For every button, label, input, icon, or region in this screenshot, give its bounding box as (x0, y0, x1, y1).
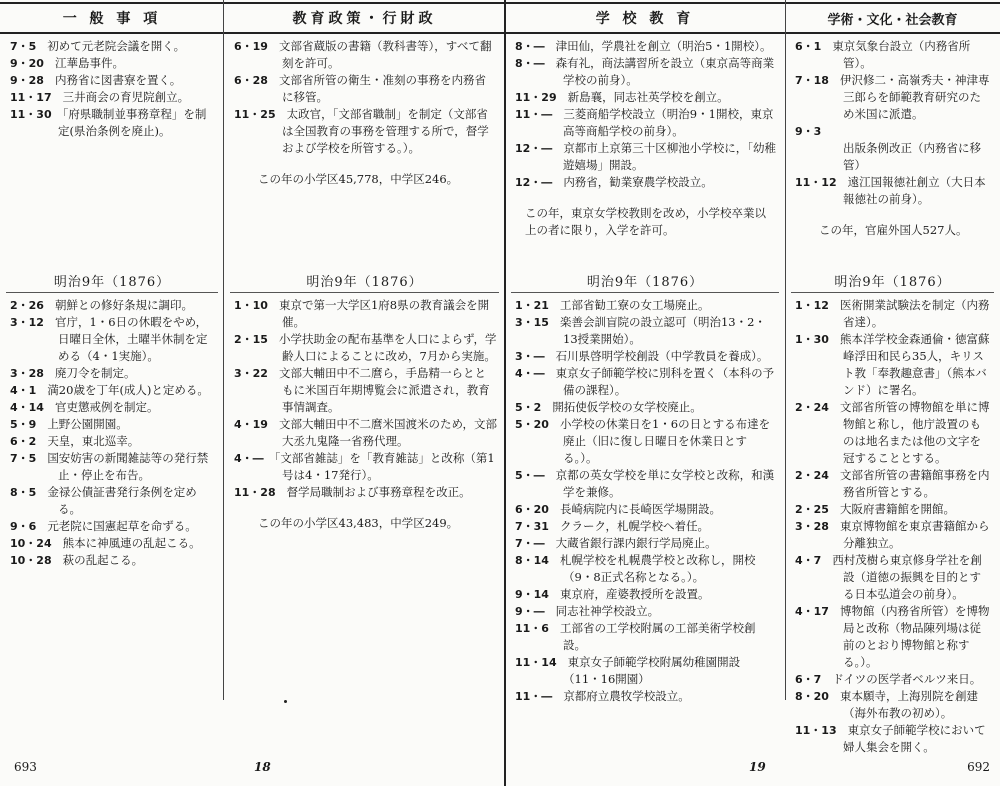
timeline-entry (515, 416, 777, 467)
entry-date: 5・20 (515, 418, 560, 431)
timeline-entry (515, 348, 777, 365)
entry-date: 11・― (515, 690, 564, 703)
entry-date: 3・28 (10, 367, 55, 380)
entry-date: 11・13 (795, 724, 848, 737)
timeline-entry (10, 535, 216, 552)
entry-text: 官庁，1・6日の休暇をやめ，日曜日全休，土曜半休制を定める（4・1実施）。 (54, 315, 208, 363)
entry-text: 熊本洋学校金森通倫・徳富蘇峰浮田和民ら35人，キリスト教「奉教趣意書」（熊本バンド）に署名。 (839, 332, 990, 397)
entry-date: 5・9 (10, 418, 48, 431)
entry-date: 1・10 (234, 299, 279, 312)
timeline-entry (10, 55, 216, 72)
entry-date: 3・28 (795, 520, 840, 533)
entry-text: 石川県啓明学校創設（中学教員を養成）。 (555, 349, 769, 363)
entry-date: 10・24 (10, 537, 63, 550)
timeline-entry (795, 552, 992, 603)
timeline-entry (10, 399, 216, 416)
entry-date: 8・20 (795, 690, 840, 703)
entry-date: 2・15 (234, 333, 279, 346)
entry-text: 熊本に神風連の乱起こる。 (62, 536, 201, 550)
timeline-entry (234, 365, 497, 416)
timeline-entry (515, 603, 777, 620)
entry-text: 三井商会の育児院創立。 (62, 90, 190, 104)
entry-date: 3・22 (234, 367, 279, 380)
entry-text: 東京府，産婆教授所を設置。 (559, 587, 710, 601)
column-school-education (505, 0, 785, 786)
entry-text: 官吏懲戒例を制定。 (54, 400, 159, 414)
entry-text: 文部省所管の衛生・准刻の事務を内務省に移管。 (278, 73, 486, 104)
timeline-entry (795, 501, 992, 518)
timeline-entry (515, 174, 777, 191)
timeline-entry (515, 55, 777, 89)
entry-date: 3・― (515, 350, 556, 363)
entry-text: 工部省勧工寮の女工場廃止。 (559, 298, 710, 312)
timeline-entry (234, 450, 497, 484)
timeline-entry (795, 38, 992, 72)
timeline-entry (10, 297, 216, 314)
timeline-entry (795, 688, 992, 722)
entry-text: 東京女子師範学校に別科を置く（本科の予備の課程）。 (555, 366, 775, 397)
annual-note: この年，官雇外国人527人。 (819, 223, 968, 237)
entry-text: 小学扶助金の配布基準を人口によらず，学齢人口によることに改め，7月から実施。 (278, 332, 497, 363)
timeline-entry (795, 518, 992, 552)
entry-text: 文部省所管の書籍館事務を内務省所管とする。 (839, 468, 990, 499)
entry-date: 4・17 (795, 605, 840, 618)
year-heading: 明治9年（1876） (834, 275, 951, 290)
entry-date: 11・30 (10, 108, 63, 121)
entry-text: 廃刀令を制定。 (54, 366, 136, 380)
entry-text: 西村茂樹ら東京修身学社を創設（道徳の振興を目的とする日本弘道会の前身）。 (832, 553, 982, 601)
page-number: 693 (14, 760, 37, 774)
entry-text: 大蔵省銀行課内銀行学局廃止。 (555, 536, 717, 550)
annual-note: この年の小学区43,483，中学区249。 (258, 516, 459, 530)
entry-date: 9・14 (515, 588, 560, 601)
entry-date: 12・― (515, 176, 564, 189)
gutter-divider (504, 0, 506, 786)
entry-text: 東京博物館を東京書籍館から分離独立。 (839, 519, 990, 550)
entry-text: 楽善会訓盲院の設立認可（明治13・2・13授業開始）。 (559, 315, 766, 346)
entry-date: 9・― (515, 605, 556, 618)
entry-text: 督学局職制および事務章程を改正。 (286, 485, 471, 499)
column-general (0, 0, 224, 786)
timeline-entry (515, 620, 777, 654)
entry-text: 長崎病院内に長崎医学場開設。 (559, 502, 721, 516)
entry-date: 11・6 (515, 622, 560, 635)
entry-text: 東本願寺，上海別院を創建（海外布教の初め）。 (839, 689, 978, 720)
entry-date: 6・20 (515, 503, 560, 516)
entry-date: 11・25 (234, 108, 287, 121)
entries-1876 (234, 297, 497, 532)
timeline-entry (515, 535, 777, 552)
entry-text: 京都府立農牧学校設立。 (563, 689, 690, 703)
timeline-entry (515, 688, 777, 705)
entry-text: 森有礼，商法講習所を設立（東京高等商業学校の前身）。 (555, 56, 775, 87)
dot-mark (284, 700, 287, 703)
annual-note: この年，東京女学校教則を改め，小学校卒業以上の者に限り，入学を許可。 (525, 206, 767, 237)
timeline-entry (515, 106, 777, 140)
entry-text: 「文部省雑誌」を「教育雑誌」と改称（第1号は4・17発行）。 (274, 451, 495, 482)
entry-text: 「府県職制並事務章程」を制定(県治条例を廃止)。 (58, 107, 207, 138)
entry-text: 東京気象台設立（内務省所管）。 (832, 39, 971, 70)
entry-text: 元老院に国憲起草を命ずる。 (47, 519, 197, 533)
column-divider (785, 0, 786, 700)
entry-date: 4・14 (10, 401, 55, 414)
timeline-entry (795, 399, 992, 467)
entry-date: 7・5 (10, 452, 48, 465)
timeline-entry (10, 106, 216, 140)
entry-date: 4・19 (234, 418, 279, 431)
entry-text: 文部大輔田中不二麿米国渡米のため，文部大丞九鬼隆一省務代理。 (278, 417, 498, 448)
entry-text: 札幌学校を札幌農学校と改称し，開校（9・8正式名称となる。）。 (559, 553, 756, 584)
entry-text: 文部省所管の博物館を単に博物館と称し，他庁設置のものは地名または他の文字を冠することとする。 (839, 400, 990, 465)
entry-text: 大阪府書籍館を開館。 (839, 502, 955, 516)
entry-date: 1・21 (515, 299, 560, 312)
entry-text: ドイツの医学者ベルツ来日。 (832, 672, 982, 686)
column-header: 学 校 教 育 (505, 2, 785, 34)
timeline-entry (10, 382, 216, 399)
timeline-entry (234, 297, 497, 331)
entry-text: 新島襄，同志社英学校を創立。 (567, 90, 729, 104)
column-header: 教育政策・行財政 (224, 2, 505, 34)
timeline-entry (515, 467, 777, 501)
timeline-entry (234, 416, 497, 450)
entry-text: 内務省に図書寮を置く。 (54, 73, 182, 87)
entry-date: 5・― (515, 469, 556, 482)
timeline-entry (234, 484, 497, 501)
entry-date: 3・12 (10, 316, 55, 329)
entry-date: 9・20 (10, 57, 55, 70)
timeline-entry (795, 671, 992, 688)
entry-text: 金禄公債証書発行条例を定める。 (47, 485, 197, 516)
entry-date: 11・14 (515, 656, 568, 669)
timeline-entry (795, 467, 992, 501)
timeline-entry (10, 314, 216, 365)
timeline-entry (795, 174, 992, 208)
column-education-policy (224, 0, 505, 786)
page-number: 692 (967, 760, 990, 774)
timeline-entry (515, 552, 777, 586)
column-culture (785, 0, 1000, 786)
entry-text: 小学校の休業日を1・6の日とする布達を廃止（旧に復し日曜日を休業日とする。）。 (559, 417, 771, 465)
year-heading: 明治9年（1876） (306, 275, 423, 290)
timeline-entry (515, 140, 777, 174)
timeline-entry (795, 123, 992, 174)
entry-date: 2・24 (795, 469, 840, 482)
timeline-entry (234, 38, 497, 72)
entry-date: 4・1 (10, 384, 48, 397)
timeline-entry (515, 89, 777, 106)
entry-text: 国安妨害の新聞雑誌等の発行禁止・停止を布告。 (47, 451, 209, 482)
divider (791, 292, 994, 293)
entry-date: 5・2 (515, 401, 553, 414)
entry-date: 7・5 (10, 40, 48, 53)
entry-text: 江華島事件。 (54, 56, 124, 70)
entry-text: 満20歳を丁年(成人)と定める。 (47, 383, 209, 397)
entries-1875 (515, 38, 777, 239)
entry-date: 4・― (234, 452, 275, 465)
year-heading: 明治9年（1876） (53, 275, 171, 290)
entry-text: 遠江国報徳社創立（大日本報徳社の前身）。 (843, 175, 986, 206)
timeline-entry (515, 314, 777, 348)
entry-text: 京都市上京第三十区柳池小学校に，「幼稚遊嬉場」開設。 (563, 141, 777, 172)
entries-1876 (515, 297, 777, 705)
entry-date: 4・― (515, 367, 556, 380)
timeline-entry (10, 484, 216, 518)
timeline-entry (515, 518, 777, 535)
entry-text: クラーク，札幌学校へ着任。 (559, 519, 710, 533)
timeline-entry (795, 603, 992, 671)
entry-date: 6・28 (234, 74, 279, 87)
entry-text: 萩の乱起こる。 (62, 553, 144, 567)
entry-date: 7・31 (515, 520, 560, 533)
timeline-entry (10, 416, 216, 433)
entries-1875 (10, 38, 216, 140)
entry-date: 2・24 (795, 401, 840, 414)
entry-date: 2・25 (795, 503, 840, 516)
annual-note: この年の小学区45,778，中学区246。 (258, 172, 459, 186)
column-header: 学術・文化・社会教育 (785, 2, 1000, 34)
timeline-entry (10, 552, 216, 569)
timeline-entry (795, 72, 992, 123)
entry-text: 博物館（内務省所管）を博物局と改称（物品陳列場は従前のとおり博物館と称する。）。 (839, 604, 990, 669)
entry-date: 11・― (515, 108, 564, 121)
entry-text: 開拓使仮学校の女学校廃止。 (552, 400, 702, 414)
timeline-entry (10, 433, 216, 450)
timeline-entry (515, 654, 777, 688)
entry-text: 初めて元老院会議を開く。 (47, 39, 186, 53)
entry-date: 1・30 (795, 333, 840, 346)
entry-text: 伊沢修二・高嶺秀夫・神津専三郎らを師範教育研究のため米国に派遣。 (839, 73, 990, 121)
page-number: 18 (254, 760, 271, 774)
timeline-entry (10, 72, 216, 89)
page-number: 19 (749, 760, 766, 774)
entry-date: 11・29 (515, 91, 568, 104)
entries-1875 (795, 38, 992, 239)
timeline-entry (515, 38, 777, 55)
timeline-entry (515, 365, 777, 399)
entry-date: 9・28 (10, 74, 55, 87)
entry-date: 7・― (515, 537, 556, 550)
entry-date: 12・― (515, 142, 564, 155)
entry-date: 8・14 (515, 554, 560, 567)
timeline-entry (10, 89, 216, 106)
column-divider (223, 0, 224, 700)
entry-date: 8・― (515, 40, 556, 53)
entry-date: 3・15 (515, 316, 560, 329)
entry-text: 同志社神学校設立。 (555, 604, 660, 618)
entry-date: 8・5 (10, 486, 48, 499)
entry-date: 10・28 (10, 554, 63, 567)
entry-date: 11・17 (10, 91, 63, 104)
entry-text: 文部省蔵版の書籍（教科書等），すべて翻刻を許可。 (278, 39, 492, 70)
entry-date: 2・26 (10, 299, 55, 312)
timeline-entry (234, 72, 497, 106)
entry-text: 京都の英女学校を単に女学校と改称，和漢学を兼修。 (555, 468, 775, 499)
timeline-entry (10, 518, 216, 535)
entry-date: 1・12 (795, 299, 840, 312)
entry-text: 東京女子師範学校において婦人集会を開く。 (843, 723, 986, 754)
entry-text: 工部省の工学校附属の工部美術学校創設。 (559, 621, 756, 652)
entries-1875 (234, 38, 497, 188)
divider (6, 292, 218, 293)
entry-date: 6・2 (10, 435, 48, 448)
entries-1876 (795, 297, 992, 756)
timeline-entry (234, 106, 497, 157)
entry-date: 6・1 (795, 40, 833, 53)
entry-text: 三菱商船学校設立（明治9・1開校，東京高等商船学校の前身）。 (563, 107, 774, 138)
entry-text: 上野公園開園。 (47, 417, 128, 431)
entry-text: 東京女子師範学校附属幼稚園開設（11・16開園） (563, 655, 741, 686)
entry-date: 6・7 (795, 673, 833, 686)
entry-date: 11・12 (795, 176, 848, 189)
entry-date: 4・7 (795, 554, 833, 567)
entry-date: 11・28 (234, 486, 287, 499)
entry-date: 9・6 (10, 520, 48, 533)
entry-text: 内務省，勧業寮農学校設立。 (563, 175, 713, 189)
divider (511, 292, 779, 293)
entry-date: 9・3 (795, 125, 833, 138)
divider (230, 292, 499, 293)
entry-date: 8・― (515, 57, 556, 70)
timeline-entry (234, 331, 497, 365)
timeline-entry (515, 297, 777, 314)
entry-text: 医術開業試験法を制定（内務省達）。 (839, 298, 990, 329)
timeline-entry (10, 450, 216, 484)
timeline-entry (515, 501, 777, 518)
timeline-entry (10, 38, 216, 55)
timeline-entry (10, 365, 216, 382)
entry-text: 東京で第一大学区1府8県の教育議会を開催。 (278, 298, 490, 329)
entry-text: 出版条例改正（内務省に移管） (843, 141, 981, 172)
column-header: 一 般 事 項 (0, 2, 224, 34)
timeline-entry (515, 399, 777, 416)
entry-text: 朝鮮との修好条規に調印。 (54, 298, 193, 312)
year-heading: 明治9年（1876） (586, 275, 704, 290)
entry-text: 太政官，「文部省職制」を制定（文部省は全国教育の事務を管理する所で，督学および学校を所管する。）。 (282, 107, 489, 155)
timeline-entry (795, 722, 992, 756)
timeline-entry (515, 586, 777, 603)
entry-text: 津田仙，学農社を創立（明治5・1開校）。 (555, 39, 772, 53)
timeline-entry (795, 331, 992, 399)
entry-date: 6・19 (234, 40, 279, 53)
entry-text: 天皇，東北巡幸。 (47, 434, 140, 448)
entry-text: 文部大輔田中不二麿ら，手島精一らとともに米国百年期博覧会に派遣され，教育事情調査。 (278, 366, 490, 414)
entries-1876 (10, 297, 216, 569)
timeline-entry (795, 297, 992, 331)
entry-date: 7・18 (795, 74, 840, 87)
